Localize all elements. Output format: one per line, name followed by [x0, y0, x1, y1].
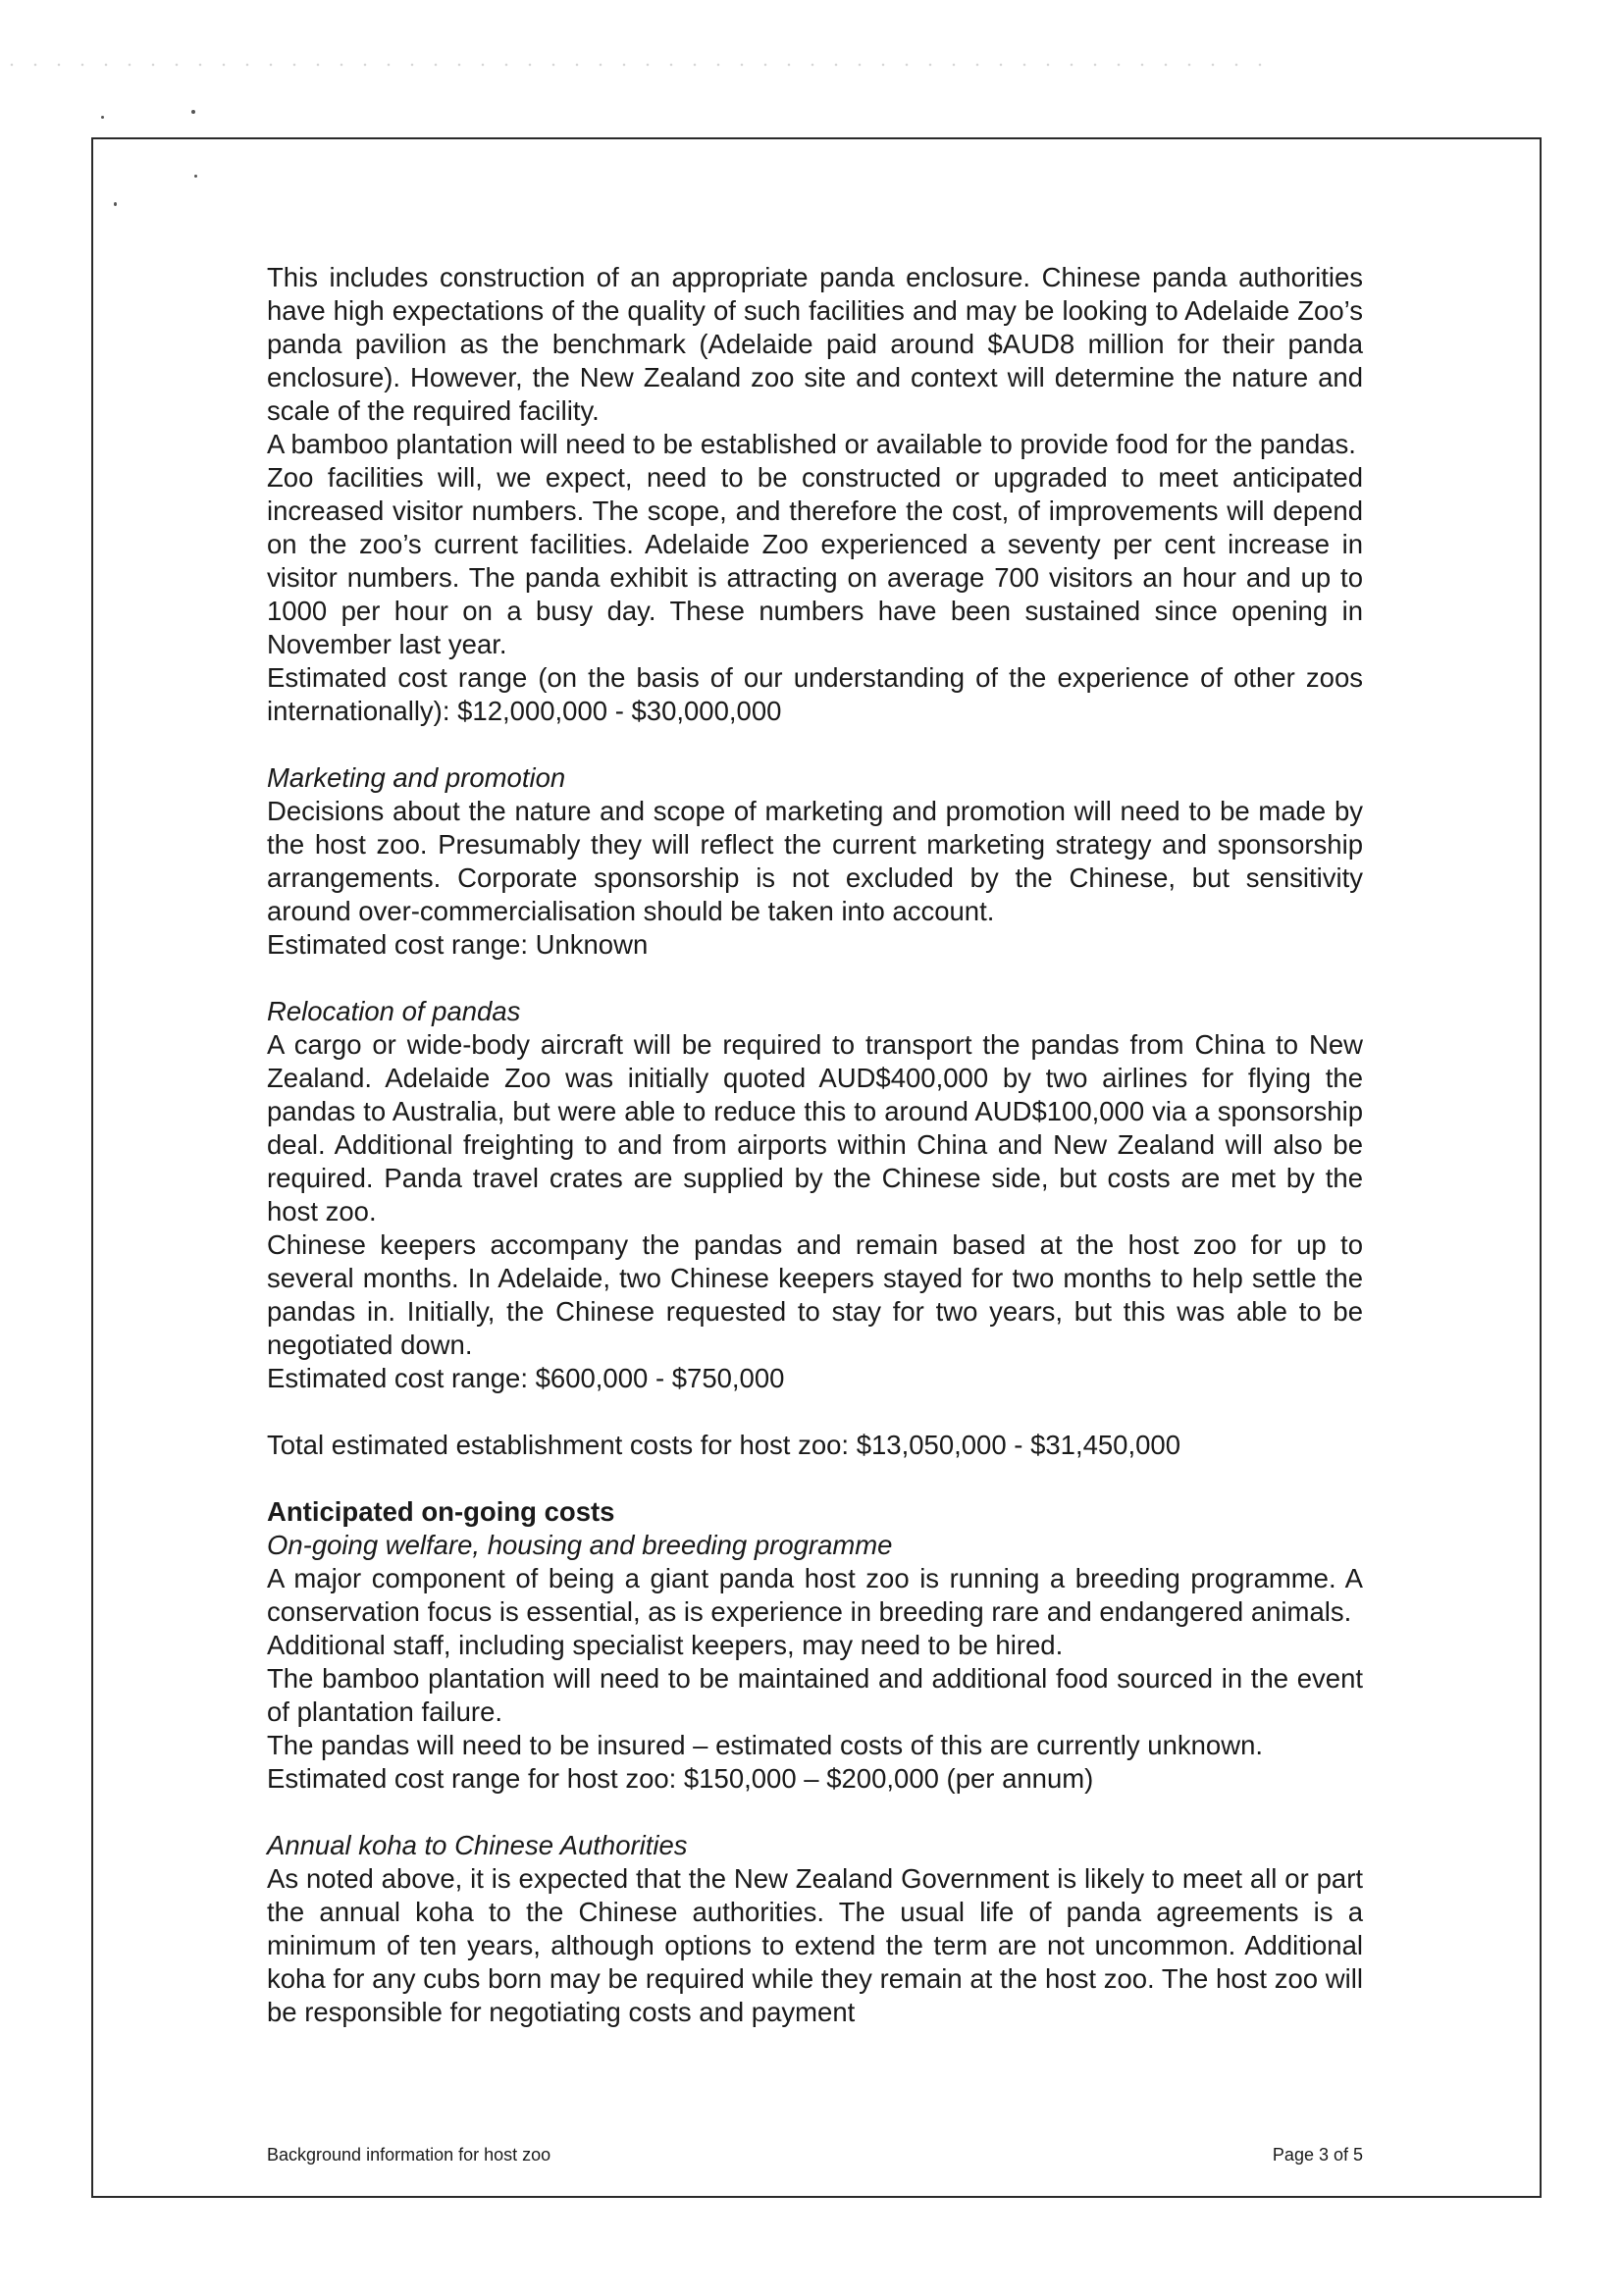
ongoing-costs-heading: Anticipated on-going costs — [267, 1496, 615, 1527]
section-gap — [267, 1462, 1363, 1495]
paragraph-facilities: Zoo facilities will, we expect, need to be constructed or upgraded to meet anticipated increased visitor numbers. The scope, and therefore the cost, of improvements will depend on the zoo’s current facilities. Adelaide Zoo experienced a seventy per cent increase in visitor numbers. The panda exhibit is attracting on average 700 visitors an hour and up to 1000 per hour on a busy day. These numbers have been sustained since opening in November last year. — [267, 462, 1363, 659]
scan-artifact-dots — [0, 59, 1276, 71]
page-footer — [267, 2144, 1363, 2166]
footer-page-number: Page 3 of 5 — [1272, 2145, 1363, 2165]
footer-document-title: Background information for host zoo — [267, 2145, 551, 2165]
relocation-paragraph-keepers: Chinese keepers accompany the pandas and remain based at the host zoo for up to several months. In Adelaide, two Chinese keepers stayed for two months to help settle the pandas in. Initially, the Chinese requested to stay for two years, but this was able to be negotiated down. — [267, 1229, 1363, 1360]
section-gap — [267, 962, 1363, 995]
ongoing-paragraph-breeding: A major component of being a giant panda host zoo is running a breeding programme. A conservation focus is essential, as is experience in breeding rare and endangered animals. — [267, 1563, 1363, 1627]
koha-paragraph: As noted above, it is expected that the New Zealand Government is likely to meet all or part the annual koha to the Chinese authorities. The usual life of panda agreements is a minimum of ten years, although options to extend the term are not uncommon. Additional koha for any cubs born may be required while they remain at the host zoo. The host zoo will be responsible for negotiating costs and payment — [267, 1863, 1363, 2027]
ongoing-paragraph-plantation: The bamboo plantation will need to be maintained and additional food sourced in the event of plantation failure. — [267, 1663, 1363, 1727]
marketing-paragraph: Decisions about the nature and scope of marketing and promotion will need to be made by the host zoo. Presumably they will reflect the current marketing strategy and sponsorship arrangements. Corporate sponsorship is not excluded by the Chinese, but sensitivity around over-commercialisation should be taken into account. — [267, 796, 1363, 926]
paragraph-bamboo: A bamboo plantation will need to be established or available to provide food for the pandas. — [267, 429, 1356, 459]
section-gap — [267, 1796, 1363, 1829]
scan-speck — [191, 110, 195, 114]
scan-speck — [101, 116, 104, 119]
total-establishment-costs: Total estimated establishment costs for host zoo: $13,050,000 - $31,450,000 — [267, 1430, 1180, 1460]
ongoing-paragraph-insurance: The pandas will need to be insured – estimated costs of this are currently unknown. — [267, 1730, 1264, 1760]
relocation-heading: Relocation of pandas — [267, 996, 521, 1026]
relocation-paragraph-aircraft: A cargo or wide-body aircraft will be required to transport the pandas from China to New Zealand. Adelaide Zoo was initially quoted AUD$400,000 by two airlines for flying the pandas to Australia, but were able to reduce this to around AUD$100,000 via a sponsorship deal. Additional freighting to and from airports within China and New Zealand will also be required. Panda travel crates are supplied by the Chinese side, but costs are met by the host zoo. — [267, 1029, 1363, 1226]
ongoing-welfare-subheading: On-going welfare, housing and breeding programme — [267, 1530, 893, 1560]
relocation-cost: Estimated cost range: $600,000 - $750,000 — [267, 1363, 785, 1393]
paragraph-enclosure: This includes construction of an appropriate panda enclosure. Chinese panda authorities have high expectations of the quality of such facilities and may be looking to Adelaide Zoo’s panda pavilion as the benchmark (Adelaide paid around $AUD8 million for their panda enclosure). However, the New Zealand zoo site and context will determine the nature and scale of the required facility. — [267, 262, 1363, 426]
section-gap — [267, 728, 1363, 761]
section-gap — [267, 1395, 1363, 1429]
paragraph-establishment-cost: Estimated cost range (on the basis of our understanding of the experience of other zoos internationally): $12,000,000 - $30,000,000 — [267, 662, 1363, 726]
koha-heading: Annual koha to Chinese Authorities — [267, 1830, 688, 1860]
document-body — [267, 261, 1363, 2029]
ongoing-cost: Estimated cost range for host zoo: $150,000 – $200,000 (per annum) — [267, 1763, 1094, 1794]
marketing-heading: Marketing and promotion — [267, 762, 566, 793]
marketing-cost: Estimated cost range: Unknown — [267, 929, 649, 960]
ongoing-paragraph-staff: Additional staff, including specialist keepers, may need to be hired. — [267, 1630, 1064, 1660]
